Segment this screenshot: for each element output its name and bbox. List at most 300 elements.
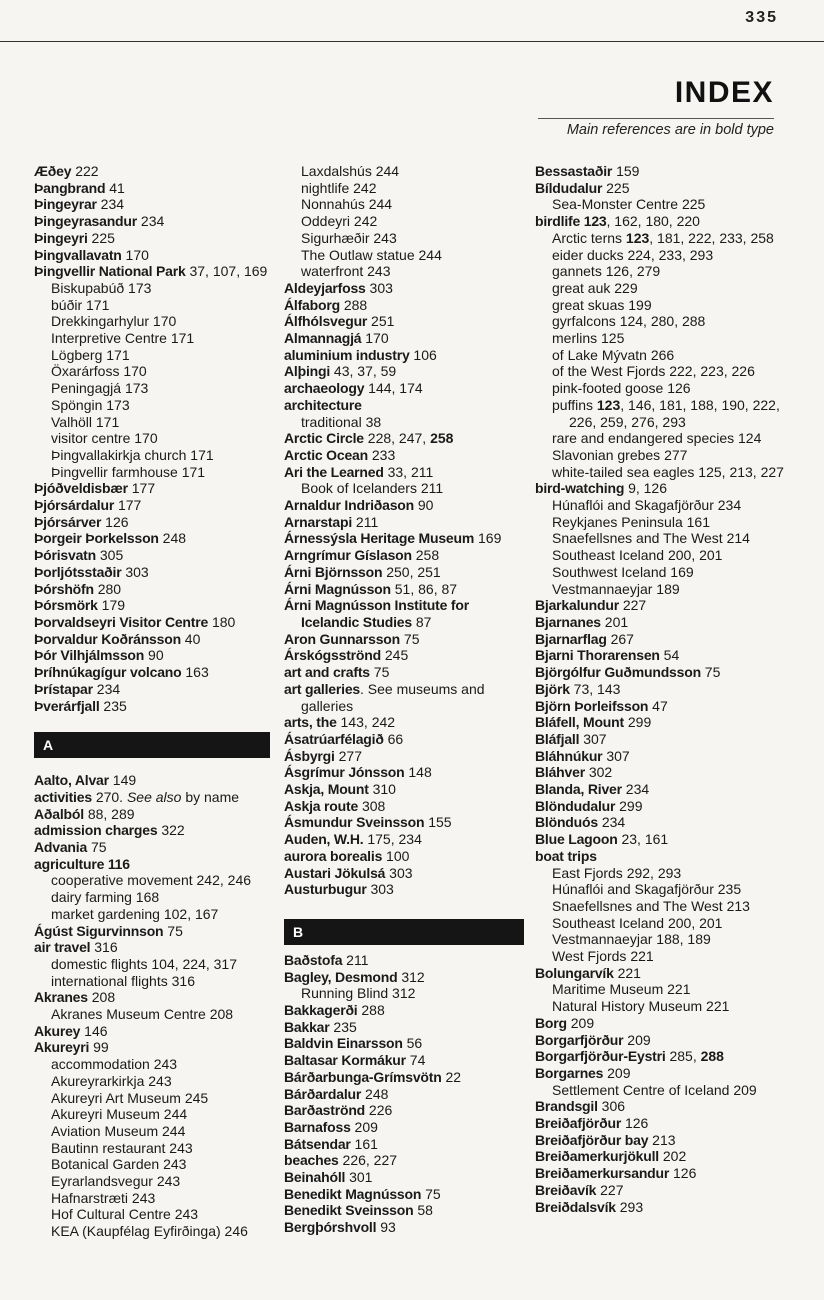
index-entry xyxy=(284,1119,524,1136)
entry-headword: art and crafts xyxy=(284,664,370,681)
index-entry xyxy=(535,664,785,681)
entry-text: Lögberg 171 xyxy=(51,346,130,363)
entry-text: 222 xyxy=(71,163,99,179)
entry-headword: Ágúst Sigurvinnson xyxy=(34,922,164,939)
entry-text: Vestmannaeyjar 189 xyxy=(552,580,680,597)
entry-headword: Bjarnanes xyxy=(535,613,601,630)
entry-text: 100 xyxy=(382,847,410,864)
index-entry xyxy=(284,969,524,986)
entry-headword: Björk xyxy=(535,680,570,697)
index-entry xyxy=(535,1032,785,1049)
entry-headword: Þorvaldseyri Visitor Centre xyxy=(34,613,209,630)
entry-headword: Þrístapar xyxy=(34,680,93,697)
entry-text: dairy farming 168 xyxy=(51,889,160,906)
entry-text: 307 xyxy=(602,747,630,764)
entry-text: 235 xyxy=(99,697,127,714)
index-subentry xyxy=(535,380,785,397)
index-column-1 xyxy=(34,163,270,1240)
entry-headword: Aldeyjarfoss xyxy=(284,279,366,296)
entry-headword: Breiðavík xyxy=(535,1181,597,1198)
entry-text: 245 xyxy=(380,647,409,664)
index-subentry xyxy=(535,397,785,430)
entry-text: 234 xyxy=(621,781,650,798)
entry-headword: Þórshöfn xyxy=(34,580,94,597)
entry-headword: Árskógsströnd xyxy=(284,647,381,664)
entry-text: 234 xyxy=(597,814,626,831)
entry-headword: art galleries xyxy=(284,680,360,697)
index-entry xyxy=(284,1102,524,1119)
entry-text: 202 xyxy=(659,1148,687,1165)
index-entry xyxy=(535,764,785,781)
entry-headword: Þorljótsstaðir xyxy=(34,563,122,580)
entry-text: Spöngin 173 xyxy=(51,396,130,413)
entry-text: traditional 38 xyxy=(301,413,382,430)
entry-headword: architecture xyxy=(284,396,362,413)
entry-text: Maritime Museum 221 xyxy=(552,981,691,998)
entry-text: international flights 316 xyxy=(51,972,195,989)
entry-headword: Arnaldur Indriðason xyxy=(284,497,414,514)
entry-text: Valhöll 171 xyxy=(51,413,120,430)
index-subentry xyxy=(34,1140,270,1157)
entry-text: Sigurhæðir 243 xyxy=(301,229,397,246)
index-entry xyxy=(535,814,785,831)
entry-headword: Þjórsárdalur xyxy=(34,497,115,514)
entry-text: 126 xyxy=(101,513,129,530)
entry-headword: archaeology xyxy=(284,380,365,397)
entry-text: 58 xyxy=(413,1202,433,1219)
entry-text: of Lake Mývatn 266 xyxy=(552,346,675,363)
index-entry xyxy=(284,547,524,564)
index-entry xyxy=(284,530,524,547)
index-entry xyxy=(284,1086,524,1103)
index-entry xyxy=(535,798,785,815)
entry-headword: Askja, Mount xyxy=(284,781,369,798)
entry-text: 322 xyxy=(157,822,185,839)
entry-headword: Bakkar xyxy=(284,1018,330,1035)
index-subentry xyxy=(34,1106,270,1123)
index-entry xyxy=(535,714,785,731)
index-subentry xyxy=(34,464,270,481)
entry-text: Biskupabúð 173 xyxy=(51,279,152,296)
entry-text: , 162, 180, 220 xyxy=(606,213,700,230)
entry-text: 209 xyxy=(350,1118,378,1135)
index-entry xyxy=(284,798,524,815)
entry-text: 75 xyxy=(421,1185,441,1202)
entry-headword: Árnessýsla Heritage Museum xyxy=(284,530,475,547)
entry-text: Southwest Iceland 169 xyxy=(552,563,694,580)
entry-text: 40 xyxy=(180,630,201,647)
index-subentry xyxy=(34,872,270,889)
entry-headword: Barðaströnd xyxy=(284,1102,366,1119)
entry-headword: Þingeyrar xyxy=(34,196,97,213)
entry-text: 75 xyxy=(369,664,390,681)
index-subentry xyxy=(284,263,524,280)
entry-headword: Bláfell, Mount xyxy=(535,714,624,731)
entry-text: 288 xyxy=(357,1002,385,1019)
entry-text: 209 xyxy=(623,1031,651,1048)
entry-text: 312 xyxy=(397,968,425,985)
index-subentry xyxy=(34,1156,270,1173)
entry-text: 234 xyxy=(92,680,121,697)
index-subentry xyxy=(34,1056,270,1073)
entry-headword: Ásatrúarfélagið xyxy=(284,730,384,747)
index-entry xyxy=(34,647,270,664)
entry-text: 75 xyxy=(700,664,721,681)
entry-text: 302 xyxy=(584,764,613,781)
entry-headword: Bárðarbunga-Grímsvötn xyxy=(284,1068,442,1085)
index-subentry xyxy=(284,480,524,497)
index-subentry xyxy=(34,297,270,314)
index-subentry xyxy=(284,213,524,230)
index-entry xyxy=(535,1165,785,1182)
entry-text: 306 xyxy=(597,1098,626,1115)
entry-headword: Arctic Circle xyxy=(284,430,364,447)
entry-headword: Bjarkalundur xyxy=(535,597,619,614)
index-entry xyxy=(535,965,785,982)
entry-text: Þingvellir farmhouse 171 xyxy=(51,463,206,480)
entry-text: 208 xyxy=(87,989,116,1006)
entry-headword: Alþingi xyxy=(284,363,331,380)
index-entry xyxy=(535,631,785,648)
entry-headword: Ásgrímur Jónsson xyxy=(284,764,405,781)
entry-text: 90 xyxy=(144,647,164,664)
entry-text: Þingvallakirkja church 171 xyxy=(51,446,214,463)
entry-headword: agriculture 116 xyxy=(34,855,130,872)
entry-text: Hof Cultural Centre 243 xyxy=(51,1206,199,1223)
entry-text: 228, 247, xyxy=(363,430,431,447)
entry-headword: Þórsmörk xyxy=(34,597,98,614)
index-entry xyxy=(284,1219,524,1236)
index-subentry xyxy=(34,973,270,990)
entry-text: 225 xyxy=(602,179,630,196)
index-subentry xyxy=(284,196,524,213)
entry-headword: air travel xyxy=(34,939,91,956)
index-subentry xyxy=(535,514,785,531)
entry-text: 159 xyxy=(612,163,640,179)
index-subentry xyxy=(535,931,785,948)
index-entry xyxy=(535,1015,785,1032)
entry-text: Snaefellsnes and The West 214 xyxy=(552,530,750,547)
index-subentry xyxy=(535,263,785,280)
entry-text: 258 xyxy=(411,547,440,564)
entry-text: 126 xyxy=(621,1115,649,1132)
entry-text: 316 xyxy=(90,939,118,956)
entry-text: white-tailed sea eagles 125, 213, 227 xyxy=(552,463,784,480)
index-subentry xyxy=(34,1123,270,1140)
index-subentry xyxy=(535,347,785,364)
entry-text: 146 xyxy=(80,1022,108,1039)
entry-text: 143, 242 xyxy=(336,714,396,731)
entry-text: Húnaflói and Skagafjörður 235 xyxy=(552,881,742,898)
index-entry xyxy=(284,681,524,714)
index-subentry xyxy=(34,313,270,330)
index-entry xyxy=(34,230,270,247)
entry-text: 180 xyxy=(208,613,236,630)
index-entry xyxy=(284,581,524,598)
entry-text: 293 xyxy=(615,1198,644,1215)
index-entry xyxy=(284,848,524,865)
entry-text: 221 xyxy=(613,964,641,981)
entry-headword: Arnarstapi xyxy=(284,513,353,530)
index-entry xyxy=(34,263,270,280)
index-entry xyxy=(284,1069,524,1086)
entry-text: Laxdalshús 244 xyxy=(301,163,400,179)
entry-text: 201 xyxy=(600,613,629,630)
entry-text: 87 xyxy=(411,613,432,630)
entry-text: West Fjords 221 xyxy=(552,948,654,965)
entry-text: . See museums and galleries xyxy=(301,680,485,714)
entry-headword: Baltasar Kormákur xyxy=(284,1052,406,1069)
entry-headword: Bláhnúkur xyxy=(535,747,603,764)
entry-text: 75 xyxy=(87,839,107,856)
entry-headword: Akranes xyxy=(34,989,88,1006)
entry-text: 251 xyxy=(367,313,395,330)
entry-text: 170 xyxy=(121,246,149,263)
entry-text: 43, 37, 59 xyxy=(330,363,397,380)
entry-headword: Aðalból xyxy=(34,805,84,822)
index-entry xyxy=(535,614,785,631)
entry-text: KEA (Kaupfélag Eyfirðinga) 246 xyxy=(51,1223,248,1240)
bold-page-ref: 288 xyxy=(700,1048,724,1065)
entry-headword: Breiðamerkurjökull xyxy=(535,1148,659,1165)
index-subentry xyxy=(535,1082,785,1099)
entry-text: 303 xyxy=(121,563,149,580)
entry-headword: Arngrímur Gíslason xyxy=(284,547,412,564)
index-entry xyxy=(535,1199,785,1216)
entry-text: 54 xyxy=(659,647,680,664)
entry-text: 66 xyxy=(383,730,404,747)
page-number: 335 xyxy=(745,9,778,26)
index-subentry xyxy=(34,330,270,347)
entry-headword: Blöndudalur xyxy=(535,797,616,814)
entry-text: 307 xyxy=(579,730,607,747)
entry-text: Vestmannaeyjar 188, 189 xyxy=(552,931,711,948)
index-subentry xyxy=(34,1223,270,1240)
entry-headword: Þverárfjall xyxy=(34,697,100,714)
entry-headword: Bláfjall xyxy=(535,730,580,747)
index-subentry xyxy=(535,363,785,380)
entry-headword: Bergþórshvoll xyxy=(284,1219,377,1236)
entry-text: 285, xyxy=(665,1048,701,1065)
bold-page-ref: 258 xyxy=(430,430,454,447)
index-entry xyxy=(535,748,785,765)
cross-reference: See also xyxy=(126,788,182,805)
entry-text: 225 xyxy=(87,229,115,246)
index-entry xyxy=(284,497,524,514)
entry-text: puffins xyxy=(552,396,597,413)
index-subentry xyxy=(34,380,270,397)
index-entry xyxy=(284,1002,524,1019)
entry-text: 211 xyxy=(342,951,369,968)
entry-headword: Þingvellir National Park xyxy=(34,263,186,280)
index-entry xyxy=(34,822,270,839)
index-entry xyxy=(34,497,270,514)
entry-headword: birdlife 123 xyxy=(535,213,607,230)
index-subentry xyxy=(34,906,270,923)
index-entry xyxy=(34,163,270,180)
entry-text: 299 xyxy=(615,797,643,814)
entry-text: 308 xyxy=(358,797,386,814)
entry-text: East Fjords 292, 293 xyxy=(552,864,682,881)
entry-text: 177 xyxy=(114,497,142,514)
entry-headword: Akurey xyxy=(34,1022,81,1039)
index-entry xyxy=(284,464,524,481)
index-subentry xyxy=(535,497,785,514)
entry-text: Settlement Centre of Iceland 209 xyxy=(552,1081,757,1098)
index-subentry xyxy=(535,881,785,898)
entry-text: great skuas 199 xyxy=(552,296,652,313)
index-subentry xyxy=(284,247,524,264)
entry-headword: Borgarnes xyxy=(535,1064,604,1081)
index-entry xyxy=(34,196,270,213)
entry-headword: Auden, W.H. xyxy=(284,831,364,848)
entry-text: Arctic terns xyxy=(552,229,626,246)
entry-headword: Árni Magnússon Institute for Icelandic Studies xyxy=(284,597,469,630)
entry-headword: Ásbyrgi xyxy=(284,747,335,764)
entry-headword: Borgarfjörður-Eystri xyxy=(535,1048,666,1065)
index-entry xyxy=(34,839,270,856)
entry-text: 280 xyxy=(93,580,122,597)
entry-text: Southeast Iceland 200, 201 xyxy=(552,914,723,931)
index-subentry xyxy=(535,581,785,598)
entry-text: Running Blind 312 xyxy=(301,985,416,1002)
entry-headword: Blue Lagoon xyxy=(535,831,618,848)
index-entry xyxy=(284,313,524,330)
index-entry xyxy=(535,480,785,497)
entry-text: Húnaflói and Skagafjörður 234 xyxy=(552,497,742,514)
index-entry xyxy=(34,939,270,956)
index-entry xyxy=(284,1169,524,1186)
index-subentry xyxy=(535,464,785,481)
entry-text: 149 xyxy=(108,772,137,789)
index-subentry xyxy=(535,230,785,247)
index-entry xyxy=(535,213,785,230)
entry-text: 234 xyxy=(137,213,165,230)
entry-text: 233 xyxy=(367,446,396,463)
index-entry xyxy=(284,1019,524,1036)
entry-headword: Bárðardalur xyxy=(284,1085,362,1102)
index-entry xyxy=(34,614,270,631)
entry-headword: Arctic Ocean xyxy=(284,446,368,463)
entry-headword: Austari Jökulsá xyxy=(284,864,386,881)
entry-text: 88, 289 xyxy=(83,805,135,822)
index-entry xyxy=(34,806,270,823)
entry-headword: Þangbrand xyxy=(34,179,106,196)
entry-headword: beaches xyxy=(284,1152,339,1169)
index-subentry xyxy=(34,280,270,297)
index-entry xyxy=(284,881,524,898)
index-entry xyxy=(284,865,524,882)
entry-text: 47 xyxy=(648,697,668,714)
entry-headword: admission charges xyxy=(34,822,158,839)
bold-page-ref: 123 xyxy=(596,396,621,413)
entry-text: 163 xyxy=(181,664,209,681)
entry-text: 227 xyxy=(596,1181,624,1198)
index-entry xyxy=(535,831,785,848)
entry-text: pink-footed goose 126 xyxy=(552,380,691,397)
index-subentry xyxy=(535,247,785,264)
entry-text: 303 xyxy=(365,279,393,296)
entry-headword: Björn Þorleifsson xyxy=(535,697,649,714)
entry-text: 277 xyxy=(334,747,362,764)
subtitle-rule xyxy=(538,118,774,119)
index-entry xyxy=(535,781,785,798)
entry-headword: Álfhólsvegur xyxy=(284,313,368,330)
index-entry xyxy=(535,1098,785,1115)
index-subentry xyxy=(535,865,785,882)
entry-text: 175, 234 xyxy=(363,831,422,848)
entry-headword: aluminium industry xyxy=(284,346,410,363)
index-entry xyxy=(34,698,270,715)
entry-text: 209 xyxy=(566,1014,595,1031)
index-subentry xyxy=(34,1206,270,1223)
entry-text: 170 xyxy=(361,330,389,347)
entry-headword: Benedikt Sveinsson xyxy=(284,1202,414,1219)
entry-text: 177 xyxy=(127,480,156,497)
index-entry xyxy=(535,1048,785,1065)
index-entry xyxy=(284,1186,524,1203)
entry-headword: Askja route xyxy=(284,797,359,814)
entry-headword: Þríhnúkagígur volcano xyxy=(34,664,182,681)
entry-text: 161 xyxy=(350,1135,378,1152)
entry-headword: Þjórsárver xyxy=(34,513,102,530)
entry-text: búðir 171 xyxy=(51,296,110,313)
entry-headword: Bátsendar xyxy=(284,1135,351,1152)
entry-headword: Þórisvatn xyxy=(34,547,96,564)
entry-headword: Aalto, Alvar xyxy=(34,772,109,789)
index-subtitle: Main references are in bold type xyxy=(566,122,774,138)
entry-text: , 181, 222, 233, 258 xyxy=(649,229,774,246)
index-subentry xyxy=(535,898,785,915)
index-entry xyxy=(535,163,785,180)
index-entry xyxy=(34,664,270,681)
entry-text: Book of Icelanders 211 xyxy=(301,480,444,497)
entry-text: Akureyri Museum 244 xyxy=(51,1106,188,1123)
index-entry xyxy=(284,447,524,464)
index-entry xyxy=(34,989,270,1006)
entry-headword: Brandsgil xyxy=(535,1098,598,1115)
entry-headword: Beinahóll xyxy=(284,1169,346,1186)
index-subentry xyxy=(535,330,785,347)
index-entry xyxy=(284,831,524,848)
entry-text: Drekkingarhylur 170 xyxy=(51,313,177,330)
index-entry xyxy=(34,581,270,598)
entry-text: 213 xyxy=(648,1131,676,1148)
index-subentry xyxy=(535,981,785,998)
entry-text: by name xyxy=(181,788,240,805)
entry-headword: Þorgeir Þorkelsson xyxy=(34,530,159,547)
entry-headword: Þjóðveldisbær xyxy=(34,480,128,497)
entry-headword: Þingeyri xyxy=(34,229,88,246)
entry-text: 226 xyxy=(365,1102,393,1119)
entry-text: 248 xyxy=(158,530,187,547)
entry-text: 99 xyxy=(89,1039,109,1056)
index-entry xyxy=(535,1182,785,1199)
index-subentry xyxy=(284,230,524,247)
entry-headword: Bakkagerði xyxy=(284,1002,358,1019)
entry-headword: Akureyri xyxy=(34,1039,90,1056)
index-entry xyxy=(34,530,270,547)
index-subentry xyxy=(535,547,785,564)
index-entry xyxy=(34,1023,270,1040)
entry-text: 234 xyxy=(96,196,125,213)
entry-text: 227 xyxy=(618,597,647,614)
index-entry xyxy=(34,514,270,531)
entry-headword: Borg xyxy=(535,1014,567,1031)
entry-text: 126 xyxy=(669,1165,697,1182)
entry-headword: Borgarfjörður xyxy=(535,1031,624,1048)
entry-text: Botanical Garden 243 xyxy=(51,1156,187,1173)
